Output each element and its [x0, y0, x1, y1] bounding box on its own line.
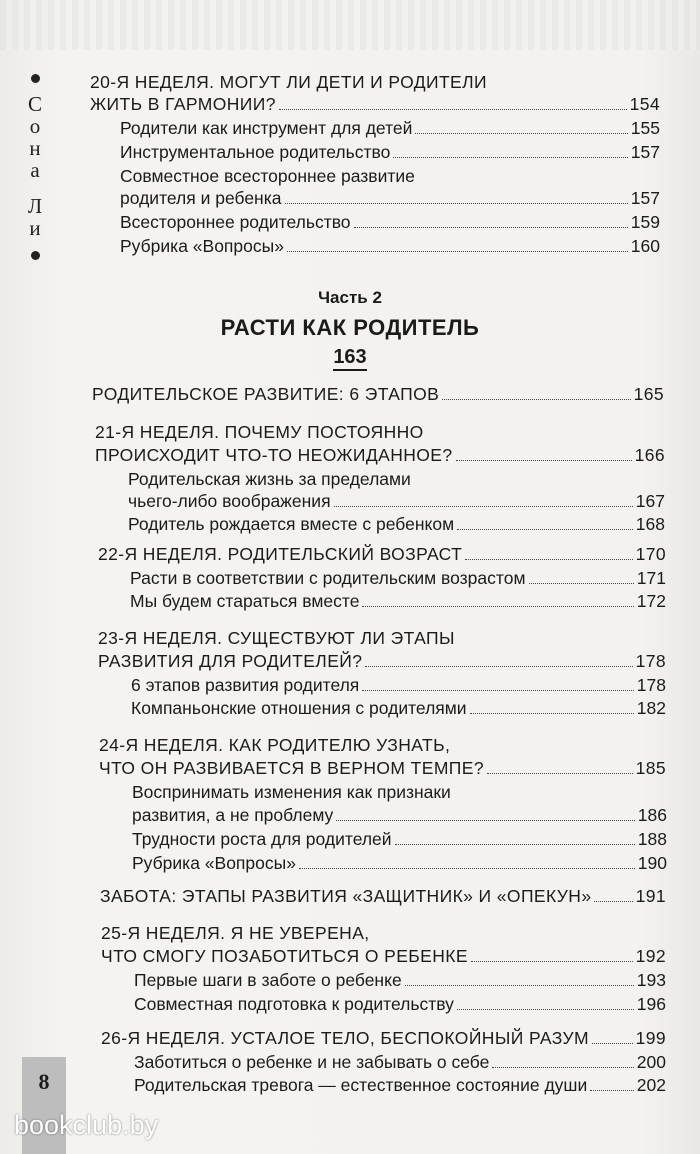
- part-label: Часть 2: [318, 288, 382, 307]
- toc-entry[interactable]: ЗАБОТА: ЭТАПЫ РАЗВИТИЯ «ЗАЩИТНИК» И «ОПЕКУН» 191: [100, 886, 666, 906]
- toc-page-number: 186: [637, 805, 667, 825]
- toc-entry[interactable]: Родители как инструмент для детей 155: [120, 118, 660, 138]
- watermark: bookclub.by: [14, 1110, 159, 1140]
- toc-page-number: 171: [636, 568, 666, 588]
- toc-entry[interactable]: ЖИТЬ В ГАРМОНИИ? 154: [90, 94, 660, 114]
- toc-entry[interactable]: РАЗВИТИЯ ДЛЯ РОДИТЕЛЕЙ? 178: [98, 651, 666, 671]
- page-number: 8: [38, 1069, 50, 1094]
- toc-page-number: 168: [635, 514, 665, 534]
- toc-entry[interactable]: развития, а не проблему 186: [132, 805, 667, 825]
- toc-subheading-line: Родительская жизнь за пределами: [128, 469, 411, 489]
- toc-page-number: 167: [635, 491, 665, 511]
- toc-page-number: 166: [634, 445, 665, 465]
- toc-page-number: 190: [637, 853, 667, 873]
- toc-heading-line: 21-Я НЕДЕЛЯ. ПОЧЕМУ ПОСТОЯННО: [95, 422, 424, 442]
- toc-page-number: 185: [635, 758, 666, 778]
- toc-page-number: 199: [635, 1028, 666, 1048]
- toc-entry[interactable]: Совместная подготовка к родительству 196: [134, 994, 666, 1014]
- toc-page-number: 165: [633, 384, 664, 404]
- toc-entry[interactable]: 6 этапов развития родителя 178: [131, 675, 666, 695]
- toc-entry[interactable]: Родительская тревога — естественное состояние души 202: [134, 1075, 666, 1095]
- toc-entry[interactable]: Всестороннее родительство 159: [120, 212, 660, 232]
- toc-page-number: 178: [636, 675, 666, 695]
- toc-page-number: 154: [629, 94, 660, 114]
- toc-heading-line: 25-Я НЕДЕЛЯ. Я НЕ УВЕРЕНА,: [101, 923, 370, 943]
- toc-page-number: 155: [630, 118, 660, 138]
- toc-heading-line: 24-Я НЕДЕЛЯ. КАК РОДИТЕЛЮ УЗНАТЬ,: [99, 735, 451, 755]
- author-letter: и: [29, 216, 41, 240]
- part-page-number: 163: [0, 346, 700, 369]
- toc-page-number: 172: [636, 591, 666, 611]
- toc-entry[interactable]: Компаньонские отношения с родителями 182: [131, 698, 666, 718]
- toc-page-number: 188: [637, 829, 667, 849]
- toc-entry[interactable]: Расти в соответствии с родительским возрастом 171: [130, 568, 666, 588]
- toc-subheading-line: Воспринимать изменения как признаки: [132, 782, 451, 802]
- toc-subheading-line: Совместное всестороннее развитие: [120, 166, 415, 186]
- toc-page-number: 157: [630, 188, 660, 208]
- part-title: РАСТИ КАК РОДИТЕЛЬ: [220, 315, 480, 340]
- toc-entry[interactable]: Инструментальное родительство 157: [120, 142, 660, 162]
- toc-page-number: 191: [635, 886, 666, 906]
- toc-entry[interactable]: 26-Я НЕДЕЛЯ. УСТАЛОЕ ТЕЛО, БЕСПОКОЙНЫЙ РАЗУМ 199: [101, 1028, 666, 1048]
- toc-page-number: 170: [635, 544, 666, 564]
- toc-entry[interactable]: чьего-либо воображения 167: [128, 491, 665, 511]
- toc-page-number: 192: [635, 946, 666, 966]
- toc-page-number: 160: [630, 236, 660, 256]
- toc-entry[interactable]: Заботиться о ребенке и не забывать о себе 200: [134, 1052, 666, 1072]
- toc-page-number: 202: [636, 1075, 666, 1095]
- toc-entry[interactable]: Мы будем стараться вместе 172: [130, 591, 666, 611]
- toc-entry[interactable]: Первые шаги в заботе о ребенке 193: [134, 970, 666, 990]
- author-letter: а: [30, 158, 40, 182]
- toc-page-number: 178: [635, 651, 666, 671]
- toc-entry[interactable]: ЧТО СМОГУ ПОЗАБОТИТЬСЯ О РЕБЕНКЕ 192: [101, 946, 666, 966]
- toc-entry[interactable]: Рубрика «Вопросы» 160: [120, 236, 660, 256]
- toc-entry[interactable]: 22-Я НЕДЕЛЯ. РОДИТЕЛЬСКИЙ ВОЗРАСТ 170: [98, 544, 666, 564]
- toc-page-number: 159: [630, 212, 660, 232]
- toc-page-number: 200: [636, 1052, 666, 1072]
- author-letter: Л: [27, 194, 43, 218]
- toc-page-number: 157: [630, 142, 660, 162]
- toc-entry[interactable]: Родитель рождается вместе с ребенком 168: [128, 514, 665, 534]
- toc-page-number: 182: [636, 698, 666, 718]
- toc-entry[interactable]: Трудности роста для родителей 188: [132, 829, 667, 849]
- toc-entry[interactable]: РОДИТЕЛЬСКОЕ РАЗВИТИЕ: 6 ЭТАПОВ 165: [92, 384, 664, 404]
- toc-entry[interactable]: родителя и ребенка 157: [120, 188, 660, 208]
- toc-entry[interactable]: Рубрика «Вопросы» 190: [132, 853, 667, 873]
- toc-entry[interactable]: ЧТО ОН РАЗВИВАЕТСЯ В ВЕРНОМ ТЕМПЕ? 185: [99, 758, 666, 778]
- toc-page-number: 193: [636, 970, 666, 990]
- author-letter: о: [29, 114, 41, 138]
- toc-heading-line: 20-Я НЕДЕЛЯ. МОГУТ ЛИ ДЕТИ И РОДИТЕЛИ: [90, 72, 487, 92]
- author-letter: н: [29, 136, 41, 160]
- toc-entry[interactable]: ПРОИСХОДИТ ЧТО-ТО НЕОЖИДАННОЕ? 166: [95, 445, 665, 465]
- toc-page-number: 196: [636, 994, 666, 1014]
- author-letter: С: [27, 92, 42, 116]
- toc-heading-line: 23-Я НЕДЕЛЯ. СУЩЕСТВУЮТ ЛИ ЭТАПЫ: [98, 628, 455, 648]
